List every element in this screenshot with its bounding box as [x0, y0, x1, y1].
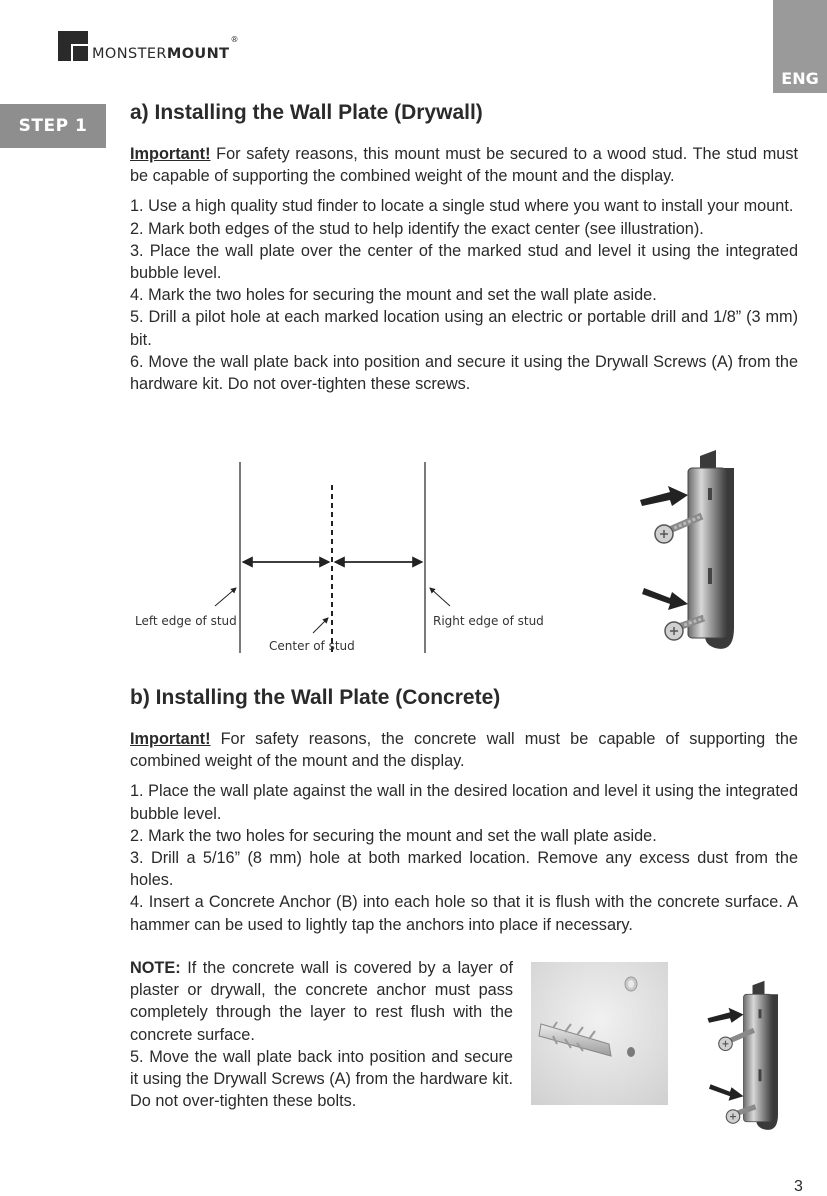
- center-label-pointer: [313, 618, 328, 633]
- brand-name: MONSTERMOUNT®: [92, 34, 239, 62]
- important-label: Important!: [130, 145, 211, 163]
- step-item: 3. Drill a 5/16” (8 mm) hole at both marked location. Remove any excess dust from the holes.: [130, 849, 798, 890]
- step-item: 4. Insert a Concrete Anchor (B) into each hole so that it is flush with the concrete surface. A hammer can be used to lightly tap the anchors into place if necessary.: [130, 893, 798, 934]
- page-number: 3: [794, 1178, 803, 1195]
- section-b: [130, 686, 798, 936]
- step-tab: STEP 1: [0, 104, 106, 148]
- right-edge-label: Right edge of stud: [433, 614, 544, 628]
- section-a-title: a) Installing the Wall Plate (Drywall): [130, 101, 483, 124]
- step-item: 1. Place the wall plate against the wall in the desired location and level it using the integrated bubble level.: [130, 782, 798, 823]
- wall-plate-anchors-illustration: [700, 965, 790, 1151]
- left-label-pointer: [215, 588, 236, 606]
- step-item: 6. Move the wall plate back into position and secure it using the Drywall Screws (A) from the hardware kit. Do not over-tighten these screws.: [130, 352, 798, 394]
- right-label-pointer: [430, 588, 450, 606]
- section-b-note: [130, 957, 513, 1112]
- note-paragraph: NOTE: If the concrete wall is covered by a layer of plaster or drywall, the concrete anchor must pass completely through the layer to rest flush with the concrete surface.: [130, 959, 513, 1044]
- concrete-anchor-photo: [531, 962, 668, 1105]
- center-label: Center of stud: [269, 639, 355, 653]
- important-label: Important!: [130, 730, 211, 748]
- step-item: 5. Move the wall plate back into position and secure it using the Drywall Screws (A) from the hardware kit. Do not over-tighten these bolts.: [130, 1047, 513, 1111]
- brand-logo: [58, 31, 239, 61]
- section-a: [130, 101, 798, 395]
- left-edge-label: Left edge of stud: [135, 614, 237, 628]
- step-item: 2. Mark the two holes for securing the mount and set the wall plate aside.: [130, 826, 657, 845]
- section-a-important: Important! For safety reasons, this mount must be secured to a wood stud. The stud must be capable of supporting the combined weight of the mount and the display.: [130, 145, 798, 186]
- step-item: 3. Place the wall plate over the center of the marked stud and level it using the integrated bubble level.: [130, 241, 798, 283]
- stud-diagram: [130, 455, 560, 660]
- section-b-title: b) Installing the Wall Plate (Concrete): [130, 686, 501, 709]
- step-item: 2. Mark both edges of the stud to help identify the exact center (see illustration).: [130, 219, 704, 238]
- wall-plate-screws-illustration: [630, 448, 750, 658]
- monstermount-logo-icon: [58, 31, 88, 61]
- language-tab: ENG: [773, 0, 827, 93]
- section-b-important: Important! For safety reasons, the concrete wall must be capable of supporting the combined weight of the mount and the display.: [130, 730, 798, 771]
- step-item: 4. Mark the two holes for securing the mount and set the wall plate aside.: [130, 286, 657, 305]
- note-label: NOTE:: [130, 959, 181, 977]
- step-item: 1. Use a high quality stud finder to locate a single stud where you want to install your mount.: [130, 197, 794, 216]
- step-item: 5. Drill a pilot hole at each marked location using an electric or portable drill and 1/8” (3 mm) bit.: [130, 308, 798, 349]
